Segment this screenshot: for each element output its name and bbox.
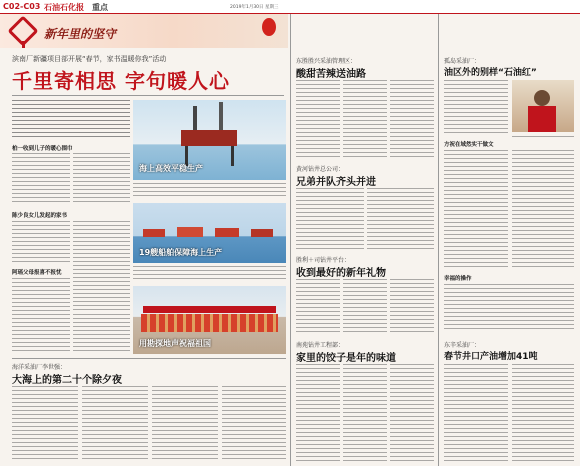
lead-col2-text-b — [73, 221, 130, 311]
lead-subhead-3: 阿瑶父母报喜不报忧 — [12, 270, 62, 276]
group-caption: 用勘探地声祝福祖国 — [139, 339, 211, 348]
ship-icon-3 — [215, 228, 239, 237]
col4-a-kicker: 孤岛采油厂： — [444, 58, 481, 65]
col3-c-kicker: 胜利＋司钻井平台： — [296, 257, 351, 264]
col4-b-subhead-2: 幸福的操作 — [444, 276, 472, 282]
col4-c-headline: 春节井口产油增加41吨 — [444, 352, 538, 362]
person-icon — [534, 90, 550, 106]
bottom-left-col1 — [12, 386, 78, 462]
col4-b-text-1 — [444, 150, 508, 270]
col3-d-text-3 — [390, 364, 434, 462]
col4-c-text-1 — [444, 364, 508, 462]
col3-a-text-3 — [390, 80, 434, 158]
col3-a-text-1 — [296, 80, 340, 158]
col4-b-text-2 — [512, 150, 574, 270]
bottom-left-rule — [12, 358, 286, 359]
lead-col2-text — [73, 153, 130, 205]
col4-b-text-3 — [444, 284, 574, 330]
chinese-knot-tassel-icon — [22, 41, 25, 48]
bottom-left-headline: 大海上的第二十个除夕夜 — [12, 375, 122, 386]
ships-caption: 19艘船舶保障海上生产 — [139, 248, 223, 257]
lead-headline: 千里寄相思 字句暖人心 — [12, 69, 230, 93]
col3-a-headline: 酸甜苦辣送油路 — [296, 69, 366, 80]
lead-subhead-2: 陈少良女儿发起的家书 — [12, 213, 68, 219]
col3-c-text-2 — [343, 279, 387, 335]
col4-a-text-2 — [512, 136, 574, 140]
ships-caption-text — [133, 266, 286, 282]
lead-col1-text-c — [12, 278, 70, 354]
paper-name: 石油石化报 — [44, 3, 84, 12]
col3-c-headline: 收到最好的新年礼物 — [296, 268, 386, 279]
col3-a-text-2 — [343, 80, 387, 158]
bottom-left-kicker: 海洋采油厂李世强： — [12, 364, 67, 371]
col4-b-subhead: 方祝在域然实干做文 — [444, 142, 494, 148]
rig-deck-icon — [181, 130, 237, 146]
ship-icon-1 — [143, 229, 165, 237]
date-line: 2019年1月30日 星期三 — [230, 5, 279, 10]
ships-photo — [133, 203, 286, 263]
banner-red-strip — [143, 306, 276, 313]
col3-c-text-1 — [296, 279, 340, 335]
ship-icon-4 — [251, 229, 273, 237]
col4-a-headline: 油区外的别样“石油红” — [444, 68, 537, 78]
lead-col1-text — [12, 153, 70, 205]
col3-a-kicker: 东胜胜兴采油管理区： — [296, 58, 357, 65]
col3-d-kicker: 南苑钻井工程部： — [296, 342, 345, 349]
rig-caption-text — [133, 183, 286, 199]
col3-d-text-1 — [296, 364, 340, 462]
group-photo — [133, 286, 286, 354]
rig-caption: 海上高效平稳生产 — [139, 164, 203, 173]
ship-icon-2 — [177, 227, 203, 237]
lead-col1-text-b — [12, 221, 70, 265]
col3-b-text-2 — [367, 188, 434, 250]
bottom-left-col2 — [82, 386, 148, 462]
person-body-icon — [528, 106, 556, 132]
banner-title: 新年里的坚守 — [44, 27, 117, 41]
col3-b-kicker: 黄河钻井总公司： — [296, 166, 345, 173]
lead-kicker: 滨南厂新疆项目部开展“春节，家书温暖你我”活动 — [12, 55, 167, 63]
rig-leg-icon-2 — [231, 146, 234, 166]
col3-b-headline: 兄弟并队齐头并进 — [296, 177, 376, 188]
festive-banner — [0, 14, 288, 48]
lead-rule — [12, 95, 284, 96]
section-name: 重点 — [92, 3, 108, 12]
col3-d-headline: 家里的饺子是年的味道 — [296, 353, 396, 364]
col4-a-text-1 — [444, 80, 508, 136]
workers-row — [141, 314, 278, 332]
page-code: C02-C03 — [3, 2, 41, 11]
lantern-icon — [262, 18, 276, 36]
rig-photo — [133, 100, 286, 180]
col3-divider — [290, 14, 291, 466]
col3-c-text-3 — [390, 279, 434, 335]
lead-col2-text-c — [73, 314, 130, 354]
lead-subhead-1: 柏一收到儿子的暖心围巾 — [12, 146, 73, 152]
col4-divider — [438, 14, 439, 466]
col3-b-text-1 — [296, 188, 364, 250]
col4-c-kicker: 东辛采油厂： — [444, 342, 481, 349]
top-bar — [0, 0, 580, 14]
bottom-left-col3 — [152, 386, 218, 462]
bottom-left-col4 — [222, 386, 286, 462]
col4-photo — [512, 80, 574, 132]
col4-c-text-2 — [512, 364, 574, 462]
col3-d-text-2 — [343, 364, 387, 462]
lead-body-text — [12, 100, 130, 140]
